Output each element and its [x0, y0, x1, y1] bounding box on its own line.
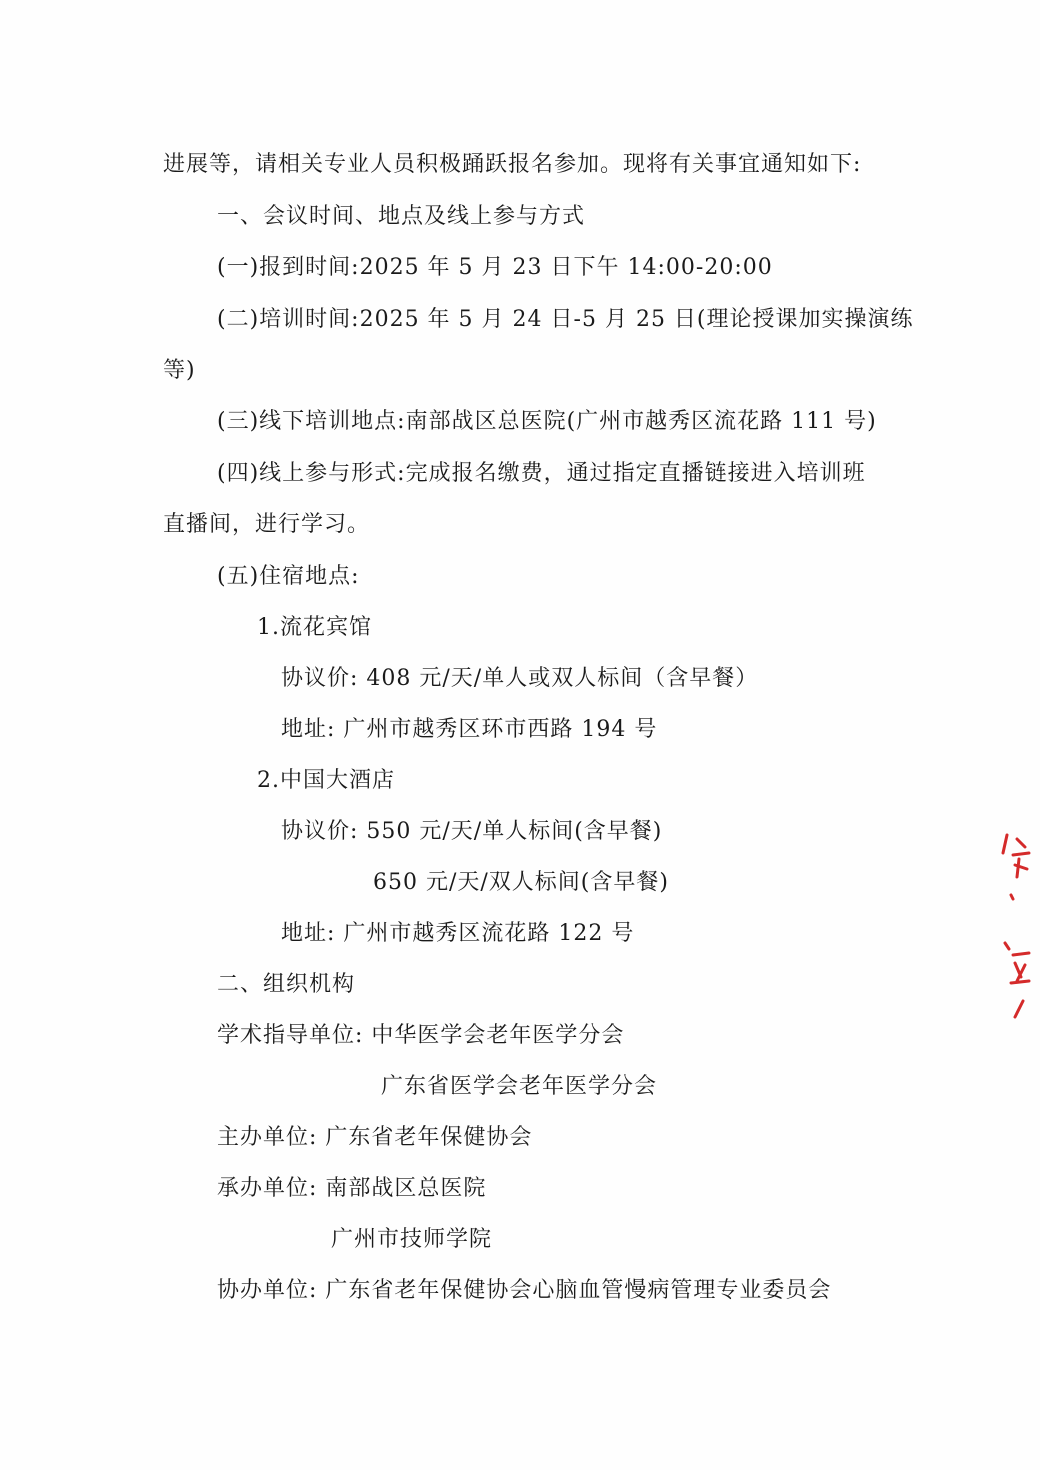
- item-training-time-cont: 等): [163, 358, 196, 383]
- org-organizer: 承办单位: 南部战区总医院: [217, 1176, 487, 1201]
- hotel-2-price-single: 协议价: 550 元/天/单人标间(含早餐): [281, 819, 663, 844]
- item-training-time: (二)培训时间:2025 年 5 月 24 日-5 月 25 日(理论授课加实操演练: [217, 307, 914, 332]
- hotel-1-address: 地址: 广州市越秀区环市西路 194 号: [281, 717, 658, 742]
- hotel-1-price: 协议价: 408 元/天/单人或双人标间（含早餐）: [281, 666, 759, 691]
- seal-stamp-fragment: [995, 825, 1035, 1025]
- org-co-organizer: 协办单位: 广东省老年保健协会心脑血管慢病管理专业委员会: [217, 1278, 832, 1303]
- item-online-format-cont: 直播间，进行学习。: [163, 512, 371, 537]
- item-online-format: (四)线上参与形式:完成报名缴费，通过指定直播链接进入培训班: [217, 461, 866, 486]
- item-accommodation: (五)住宿地点:: [217, 564, 360, 589]
- hotel-2-address: 地址: 广州市越秀区流花路 122 号: [281, 921, 635, 946]
- org-organizer-2: 广州市技师学院: [331, 1227, 493, 1252]
- org-academic-guidance-2: 广东省医学会老年医学分会: [381, 1074, 658, 1099]
- section-heading-2: 二、组织机构: [217, 972, 356, 997]
- hotel-2-name: 2.中国大酒店: [257, 768, 395, 793]
- section-heading-1: 一、会议时间、地点及线上参与方式: [217, 204, 586, 229]
- hotel-1-name: 1.流花宾馆: [257, 615, 372, 640]
- item-registration-time: (一)报到时间:2025 年 5 月 23 日下午 14:00-20:00: [217, 255, 773, 280]
- org-academic-guidance: 学术指导单位: 中华医学会老年医学分会: [217, 1023, 625, 1048]
- org-host: 主办单位: 广东省老年保健协会: [217, 1125, 533, 1150]
- paragraph-intro-continuation: 进展等，请相关专业人员积极踊跃报名参加。现将有关事宜通知如下:: [163, 152, 862, 177]
- item-offline-venue: (三)线下培训地点:南部战区总医院(广州市越秀区流花路 111 号): [217, 409, 877, 434]
- hotel-2-price-double: 650 元/天/双人标间(含早餐): [373, 870, 669, 895]
